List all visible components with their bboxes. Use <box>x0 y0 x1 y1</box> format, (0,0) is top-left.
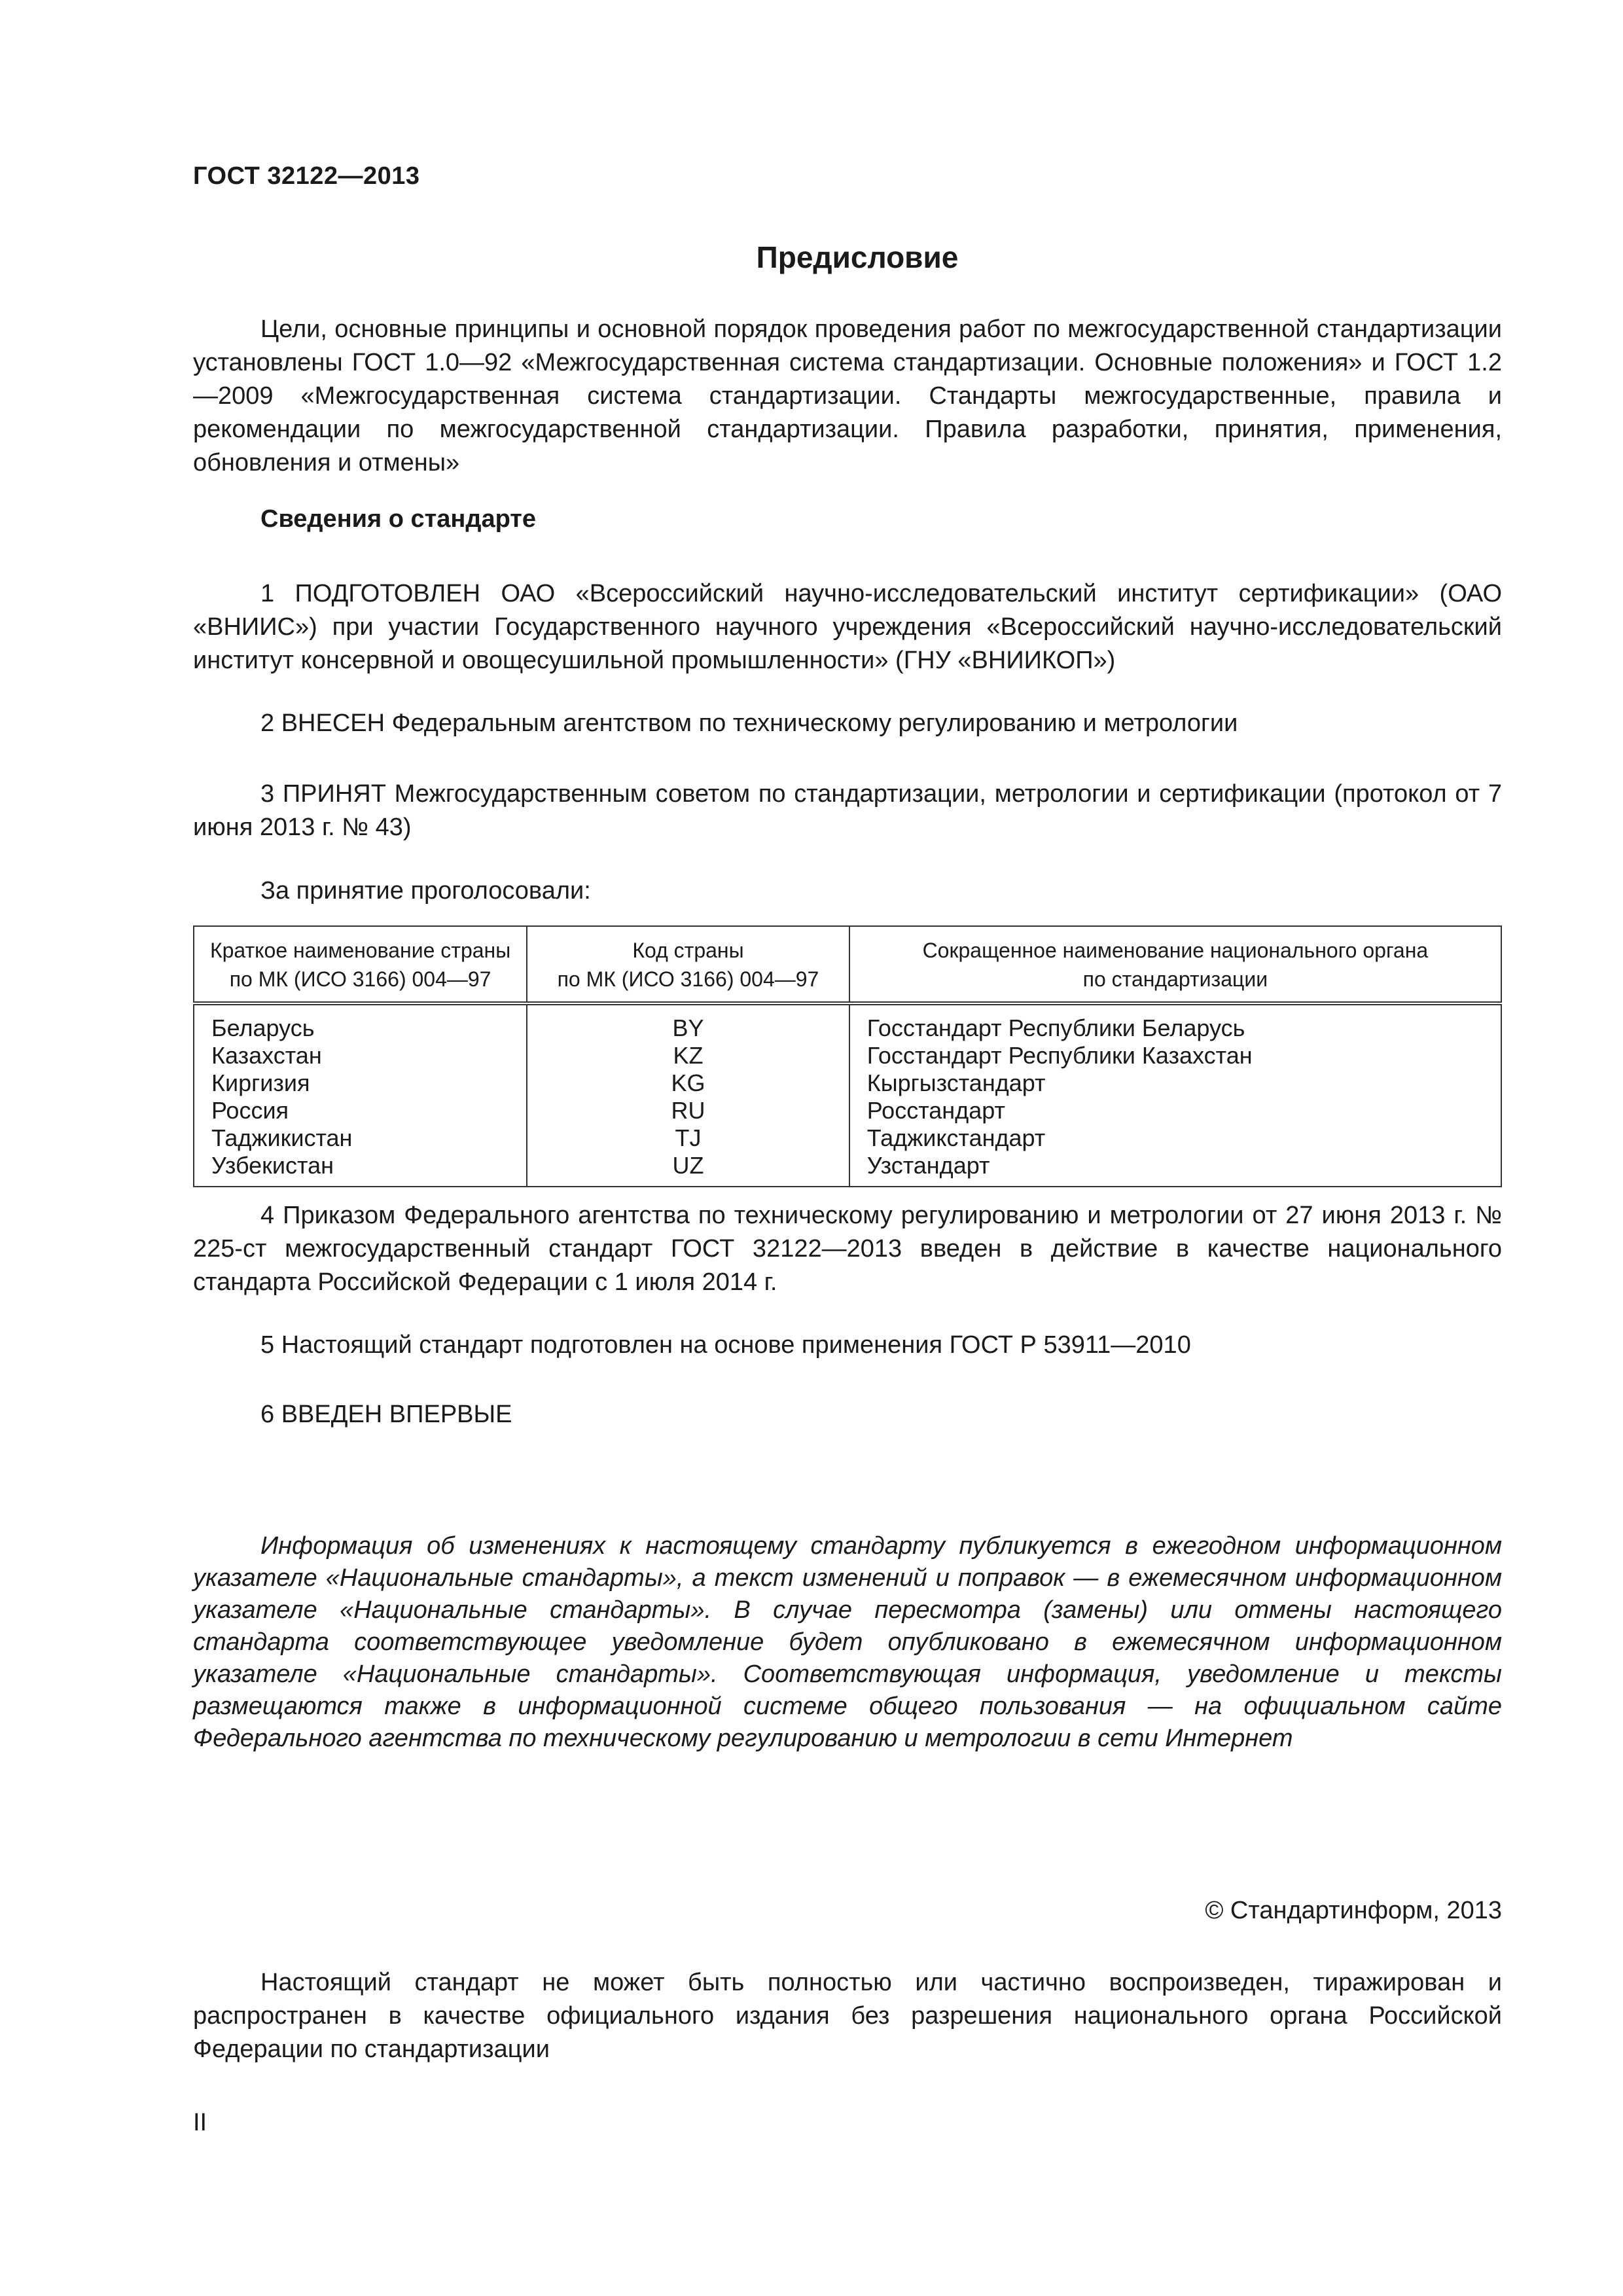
cell-body: Кыргызстандарт <box>849 1069 1501 1097</box>
cell-code: TJ <box>527 1124 849 1152</box>
table-header-country-line2: по МК (ИСО 3166) 004—97 <box>229 967 491 991</box>
intro-paragraph-block <box>193 313 1502 480</box>
document-id-header: ГОСТ 32122—2013 <box>193 162 420 190</box>
item-5-text: 5 Настоящий стандарт подготовлен на основе применения ГОСТ Р 53911—2010 <box>260 1331 1191 1359</box>
table-header-row <box>194 926 1501 1003</box>
table-row <box>194 1152 1501 1187</box>
item-3-text: 3 ПРИНЯТ Межгосударственным советом по стандартизации, метрологии и сертификации (протокол от 7 июня 2013 г. № 43) <box>193 780 1502 841</box>
page-number: II <box>193 2109 207 2136</box>
cell-country: Беларусь <box>194 1003 527 1042</box>
item-6-block <box>193 1398 1502 1431</box>
table-header-country <box>194 926 527 1003</box>
copyright-line: © Стандартинформ, 2013 <box>1205 1897 1502 1924</box>
item-4-block <box>193 1199 1502 1299</box>
cell-body: Госстандарт Республики Беларусь <box>849 1003 1501 1042</box>
cell-country: Узбекистан <box>194 1152 527 1187</box>
cell-code: BY <box>527 1003 849 1042</box>
table-header-code-line1: Код страны <box>632 939 744 962</box>
changes-info-block <box>193 1530 1502 1755</box>
cell-country: Киргизия <box>194 1069 527 1097</box>
reproduction-notice-text: Настоящий стандарт не может быть полностью или частично воспроизведен, тиражирован и распространен в качестве официального издания без разрешения национального органа Российской Федерации по стандартизации <box>193 1969 1502 2063</box>
reproduction-notice-block <box>193 1966 1502 2066</box>
table-row <box>194 1069 1501 1097</box>
item-3-block <box>193 778 1502 844</box>
table-row <box>194 1003 1501 1042</box>
item-6-text: 6 ВВЕДЕН ВПЕРВЫЕ <box>260 1401 512 1428</box>
page-title: Предисловие <box>756 240 959 274</box>
item-1-block <box>193 577 1502 677</box>
cell-body: Росстандарт <box>849 1097 1501 1124</box>
item-1-text: 1 ПОДГОТОВЛЕН ОАО «Всероссийский научно-исследовательский институт сертификации» (ОАО «ВНИИС») при участии Государственного научного учреждения «Всероссийский научно-исследовательский институт консервной и овощесушильной промышленности» (ГНУ «ВНИИКОП») <box>193 580 1502 674</box>
table-header-body <box>849 926 1501 1003</box>
table-header-body-line2: по стандартизации <box>1082 967 1268 991</box>
item-2-block <box>193 707 1502 740</box>
cell-country: Таджикистан <box>194 1124 527 1152</box>
item-5-block <box>193 1329 1502 1362</box>
countries-table <box>193 925 1502 1187</box>
section-heading: Сведения о стандарте <box>260 505 537 533</box>
cell-code: KZ <box>527 1042 849 1069</box>
cell-code: RU <box>527 1097 849 1124</box>
vote-label: За принятие проголосовали: <box>260 877 591 905</box>
changes-info-text: Информация об изменениях к настоящему стандарту публикуется в ежегодном информационном указателе «Национальные стандарты», а текст изменений и поправок — в ежемесячном информационном указателе «Национальные стандарты». В случае пересмотра (замены) или отмены настоящего стандарта соответствующее уведомление будет опубликовано в ежемесячном информационном указателе «Национальные стандарты». Соответствующая информация, уведомление и тексты размещаются также в информационной системе общего пользования — на официальном сайте Федерального агентства по техническому регулированию и метрологии в сети Интернет <box>193 1532 1502 1752</box>
table-row <box>194 1124 1501 1152</box>
table-header-code <box>527 926 849 1003</box>
table-header-body-line1: Сокращенное наименование национального органа <box>922 939 1429 962</box>
cell-country: Россия <box>194 1097 527 1124</box>
table-header-code-line2: по МК (ИСО 3166) 004—97 <box>557 967 819 991</box>
cell-body: Таджикстандарт <box>849 1124 1501 1152</box>
intro-paragraph: Цели, основные принципы и основной порядок проведения работ по межгосударственной стандартизации установлены ГОСТ 1.0—92 «Межгосударственная система стандартизации. Основные положения» и ГОСТ 1.2—2009 «Межгосударственная система стандартизации. Стандарты межгосударственные, правила и рекомендации по межгосударственной стандартизации. Правила разработки, принятия, применения, обновления и отмены» <box>193 315 1502 476</box>
item-2-text: 2 ВНЕСЕН Федеральным агентством по техническому регулированию и метрологии <box>260 709 1238 737</box>
cell-body: Узстандарт <box>849 1152 1501 1187</box>
table-row <box>194 1097 1501 1124</box>
cell-body: Госстандарт Республики Казахстан <box>849 1042 1501 1069</box>
cell-country: Казахстан <box>194 1042 527 1069</box>
cell-code: KG <box>527 1069 849 1097</box>
cell-code: UZ <box>527 1152 849 1187</box>
table-row <box>194 1042 1501 1069</box>
item-4-text: 4 Приказом Федерального агентства по техническому регулированию и метрологии от 27 июня 2013 г. № 225-ст межгосударственный стандарт ГОСТ 32122—2013 введен в действие в качестве национального стандарта Российской Федерации с 1 июля 2014 г. <box>193 1202 1502 1296</box>
table-header-country-line1: Краткое наименование страны <box>209 939 511 962</box>
